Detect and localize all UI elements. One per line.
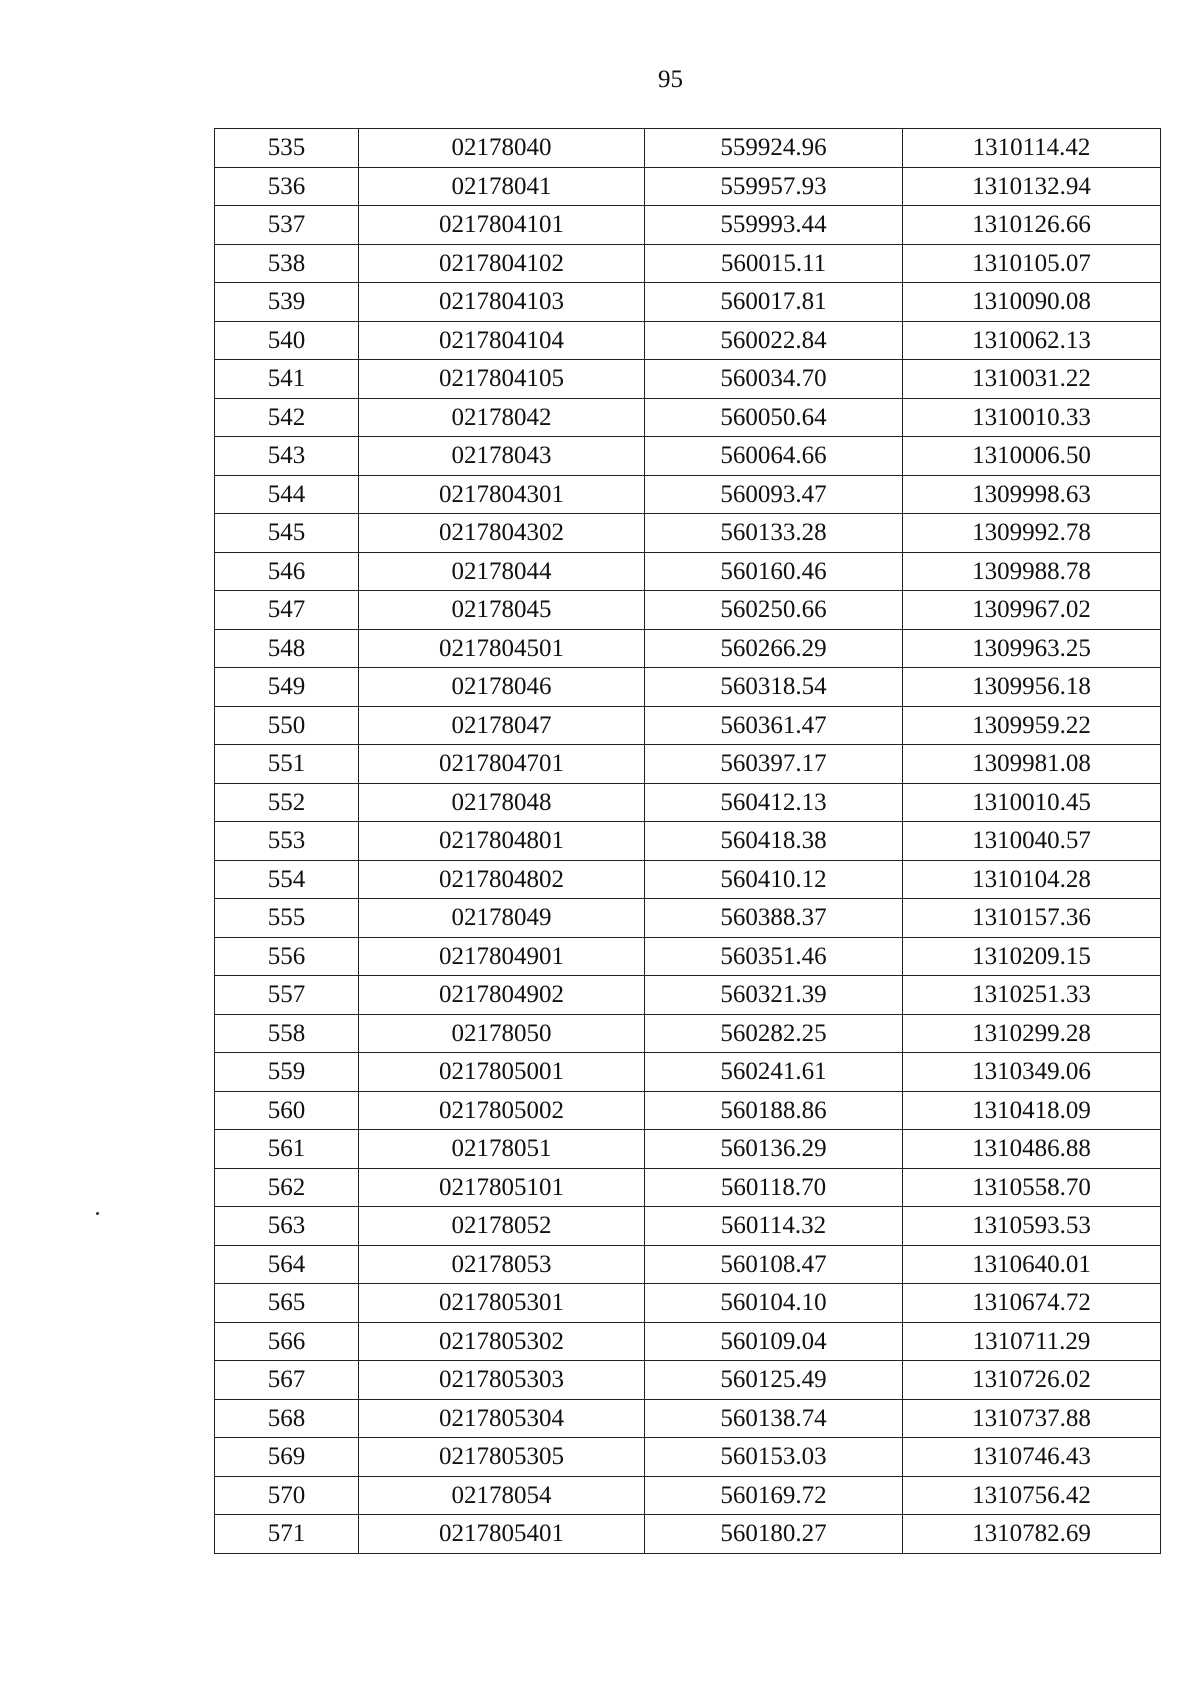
y-coordinate-cell: 1310126.66 — [903, 206, 1161, 245]
y-coordinate-cell: 1310090.08 — [903, 283, 1161, 322]
table-row — [215, 629, 1161, 668]
table-row — [215, 1361, 1161, 1400]
point-id-cell: 0217805101 — [359, 1168, 645, 1207]
point-number-cell: 569 — [215, 1438, 359, 1477]
y-coordinate-cell: 1310756.42 — [903, 1476, 1161, 1515]
y-coordinate-cell: 1309981.08 — [903, 745, 1161, 784]
table-row — [215, 206, 1161, 245]
point-id-cell: 0217804701 — [359, 745, 645, 784]
point-id-cell: 0217804802 — [359, 860, 645, 899]
point-id-cell: 02178048 — [359, 783, 645, 822]
x-coordinate-cell: 560125.49 — [645, 1361, 903, 1400]
table-body — [215, 129, 1161, 1554]
y-coordinate-cell: 1310674.72 — [903, 1284, 1161, 1323]
point-id-cell: 0217805304 — [359, 1399, 645, 1438]
point-id-cell: 02178046 — [359, 668, 645, 707]
x-coordinate-cell: 560138.74 — [645, 1399, 903, 1438]
x-coordinate-cell: 560050.64 — [645, 398, 903, 437]
table-row — [215, 1014, 1161, 1053]
table-row — [215, 706, 1161, 745]
table-row — [215, 1476, 1161, 1515]
table-row — [215, 1322, 1161, 1361]
x-coordinate-cell: 560114.32 — [645, 1207, 903, 1246]
x-coordinate-cell: 560153.03 — [645, 1438, 903, 1477]
y-coordinate-cell: 1309992.78 — [903, 514, 1161, 553]
point-id-cell: 0217804902 — [359, 976, 645, 1015]
y-coordinate-cell: 1310010.33 — [903, 398, 1161, 437]
point-id-cell: 02178042 — [359, 398, 645, 437]
table-row — [215, 475, 1161, 514]
table-row — [215, 899, 1161, 938]
table-row — [215, 1245, 1161, 1284]
x-coordinate-cell: 560108.47 — [645, 1245, 903, 1284]
point-number-cell: 565 — [215, 1284, 359, 1323]
x-coordinate-cell: 560104.10 — [645, 1284, 903, 1323]
table-row — [215, 822, 1161, 861]
y-coordinate-cell: 1310349.06 — [903, 1053, 1161, 1092]
x-coordinate-cell: 560388.37 — [645, 899, 903, 938]
y-coordinate-cell: 1310737.88 — [903, 1399, 1161, 1438]
x-coordinate-cell: 560133.28 — [645, 514, 903, 553]
point-id-cell: 0217805002 — [359, 1091, 645, 1130]
x-coordinate-cell: 560412.13 — [645, 783, 903, 822]
x-coordinate-cell: 560180.27 — [645, 1515, 903, 1554]
point-number-cell: 557 — [215, 976, 359, 1015]
table-row — [215, 437, 1161, 476]
x-coordinate-cell: 560034.70 — [645, 360, 903, 399]
table-row — [215, 552, 1161, 591]
point-id-cell: 0217805305 — [359, 1438, 645, 1477]
y-coordinate-cell: 1310782.69 — [903, 1515, 1161, 1554]
point-number-cell: 542 — [215, 398, 359, 437]
y-coordinate-cell: 1310418.09 — [903, 1091, 1161, 1130]
point-id-cell: 0217805301 — [359, 1284, 645, 1323]
y-coordinate-cell: 1310726.02 — [903, 1361, 1161, 1400]
table-row — [215, 1284, 1161, 1323]
x-coordinate-cell: 560282.25 — [645, 1014, 903, 1053]
point-number-cell: 536 — [215, 167, 359, 206]
y-coordinate-cell: 1310209.15 — [903, 937, 1161, 976]
x-coordinate-cell: 560321.39 — [645, 976, 903, 1015]
table-row — [215, 167, 1161, 206]
table-row — [215, 783, 1161, 822]
table-row — [215, 1168, 1161, 1207]
x-coordinate-cell: 559993.44 — [645, 206, 903, 245]
table-row — [215, 860, 1161, 899]
x-coordinate-cell: 560250.66 — [645, 591, 903, 630]
point-number-cell: 537 — [215, 206, 359, 245]
point-id-cell: 02178040 — [359, 129, 645, 168]
point-number-cell: 545 — [215, 514, 359, 553]
point-number-cell: 556 — [215, 937, 359, 976]
point-id-cell: 0217804801 — [359, 822, 645, 861]
table-row — [215, 129, 1161, 168]
point-number-cell: 566 — [215, 1322, 359, 1361]
table-row — [215, 937, 1161, 976]
y-coordinate-cell: 1309959.22 — [903, 706, 1161, 745]
point-number-cell: 544 — [215, 475, 359, 514]
point-number-cell: 558 — [215, 1014, 359, 1053]
point-id-cell: 0217804104 — [359, 321, 645, 360]
y-coordinate-cell: 1310114.42 — [903, 129, 1161, 168]
y-coordinate-cell: 1310640.01 — [903, 1245, 1161, 1284]
y-coordinate-cell: 1310746.43 — [903, 1438, 1161, 1477]
point-id-cell: 0217804105 — [359, 360, 645, 399]
y-coordinate-cell: 1310299.28 — [903, 1014, 1161, 1053]
point-id-cell: 02178047 — [359, 706, 645, 745]
point-id-cell: 0217805302 — [359, 1322, 645, 1361]
point-number-cell: 551 — [215, 745, 359, 784]
table-row — [215, 1399, 1161, 1438]
point-number-cell: 541 — [215, 360, 359, 399]
point-number-cell: 564 — [215, 1245, 359, 1284]
x-coordinate-cell: 560015.11 — [645, 244, 903, 283]
stray-mark — [96, 1212, 99, 1215]
point-number-cell: 546 — [215, 552, 359, 591]
x-coordinate-cell: 560109.04 — [645, 1322, 903, 1361]
x-coordinate-cell: 560093.47 — [645, 475, 903, 514]
x-coordinate-cell: 560188.86 — [645, 1091, 903, 1130]
point-id-cell: 02178053 — [359, 1245, 645, 1284]
point-number-cell: 561 — [215, 1130, 359, 1169]
x-coordinate-cell: 560017.81 — [645, 283, 903, 322]
point-id-cell: 02178051 — [359, 1130, 645, 1169]
coordinate-table — [214, 128, 1161, 1554]
point-id-cell: 02178041 — [359, 167, 645, 206]
table-row — [215, 1053, 1161, 1092]
point-id-cell: 0217804301 — [359, 475, 645, 514]
y-coordinate-cell: 1310593.53 — [903, 1207, 1161, 1246]
point-number-cell: 552 — [215, 783, 359, 822]
point-id-cell: 02178050 — [359, 1014, 645, 1053]
table-row — [215, 976, 1161, 1015]
table-row — [215, 1207, 1161, 1246]
y-coordinate-cell: 1309963.25 — [903, 629, 1161, 668]
y-coordinate-cell: 1310558.70 — [903, 1168, 1161, 1207]
point-number-cell: 535 — [215, 129, 359, 168]
point-number-cell: 549 — [215, 668, 359, 707]
y-coordinate-cell: 1309998.63 — [903, 475, 1161, 514]
x-coordinate-cell: 560160.46 — [645, 552, 903, 591]
table-row — [215, 283, 1161, 322]
point-number-cell: 571 — [215, 1515, 359, 1554]
x-coordinate-cell: 559957.93 — [645, 167, 903, 206]
point-number-cell: 539 — [215, 283, 359, 322]
y-coordinate-cell: 1310040.57 — [903, 822, 1161, 861]
point-number-cell: 562 — [215, 1168, 359, 1207]
x-coordinate-cell: 559924.96 — [645, 129, 903, 168]
x-coordinate-cell: 560410.12 — [645, 860, 903, 899]
x-coordinate-cell: 560241.61 — [645, 1053, 903, 1092]
table-row — [215, 360, 1161, 399]
x-coordinate-cell: 560318.54 — [645, 668, 903, 707]
x-coordinate-cell: 560397.17 — [645, 745, 903, 784]
point-id-cell: 0217804103 — [359, 283, 645, 322]
table-row — [215, 1515, 1161, 1554]
y-coordinate-cell: 1310711.29 — [903, 1322, 1161, 1361]
point-number-cell: 548 — [215, 629, 359, 668]
y-coordinate-cell: 1310157.36 — [903, 899, 1161, 938]
y-coordinate-cell: 1309956.18 — [903, 668, 1161, 707]
table-row — [215, 514, 1161, 553]
table-row — [215, 1130, 1161, 1169]
point-number-cell: 559 — [215, 1053, 359, 1092]
point-id-cell: 02178054 — [359, 1476, 645, 1515]
table-row — [215, 1438, 1161, 1477]
x-coordinate-cell: 560361.47 — [645, 706, 903, 745]
point-id-cell: 0217805303 — [359, 1361, 645, 1400]
point-number-cell: 553 — [215, 822, 359, 861]
y-coordinate-cell: 1310105.07 — [903, 244, 1161, 283]
point-number-cell: 570 — [215, 1476, 359, 1515]
x-coordinate-cell: 560418.38 — [645, 822, 903, 861]
point-id-cell: 0217804102 — [359, 244, 645, 283]
point-id-cell: 0217805001 — [359, 1053, 645, 1092]
x-coordinate-cell: 560351.46 — [645, 937, 903, 976]
point-id-cell: 02178044 — [359, 552, 645, 591]
point-id-cell: 02178049 — [359, 899, 645, 938]
point-number-cell: 540 — [215, 321, 359, 360]
y-coordinate-cell: 1310132.94 — [903, 167, 1161, 206]
point-number-cell: 538 — [215, 244, 359, 283]
point-number-cell: 563 — [215, 1207, 359, 1246]
point-number-cell: 543 — [215, 437, 359, 476]
page-number: 95 — [658, 66, 683, 93]
x-coordinate-cell: 560266.29 — [645, 629, 903, 668]
point-id-cell: 0217804302 — [359, 514, 645, 553]
x-coordinate-cell: 560169.72 — [645, 1476, 903, 1515]
table-row — [215, 321, 1161, 360]
point-id-cell: 02178045 — [359, 591, 645, 630]
x-coordinate-cell: 560136.29 — [645, 1130, 903, 1169]
y-coordinate-cell: 1310006.50 — [903, 437, 1161, 476]
table-row — [215, 244, 1161, 283]
table-row — [215, 668, 1161, 707]
table-row — [215, 1091, 1161, 1130]
y-coordinate-cell: 1309967.02 — [903, 591, 1161, 630]
point-id-cell: 0217804501 — [359, 629, 645, 668]
point-number-cell: 555 — [215, 899, 359, 938]
y-coordinate-cell: 1310104.28 — [903, 860, 1161, 899]
x-coordinate-cell: 560118.70 — [645, 1168, 903, 1207]
x-coordinate-cell: 560064.66 — [645, 437, 903, 476]
x-coordinate-cell: 560022.84 — [645, 321, 903, 360]
y-coordinate-cell: 1310486.88 — [903, 1130, 1161, 1169]
y-coordinate-cell: 1310062.13 — [903, 321, 1161, 360]
point-id-cell: 02178052 — [359, 1207, 645, 1246]
y-coordinate-cell: 1310251.33 — [903, 976, 1161, 1015]
y-coordinate-cell: 1310031.22 — [903, 360, 1161, 399]
point-number-cell: 550 — [215, 706, 359, 745]
y-coordinate-cell: 1310010.45 — [903, 783, 1161, 822]
point-id-cell: 0217805401 — [359, 1515, 645, 1554]
point-number-cell: 568 — [215, 1399, 359, 1438]
table-row — [215, 398, 1161, 437]
y-coordinate-cell: 1309988.78 — [903, 552, 1161, 591]
point-number-cell: 554 — [215, 860, 359, 899]
point-number-cell: 560 — [215, 1091, 359, 1130]
table-row — [215, 591, 1161, 630]
table-row — [215, 745, 1161, 784]
point-id-cell: 0217804901 — [359, 937, 645, 976]
point-number-cell: 567 — [215, 1361, 359, 1400]
point-number-cell: 547 — [215, 591, 359, 630]
point-id-cell: 02178043 — [359, 437, 645, 476]
point-id-cell: 0217804101 — [359, 206, 645, 245]
